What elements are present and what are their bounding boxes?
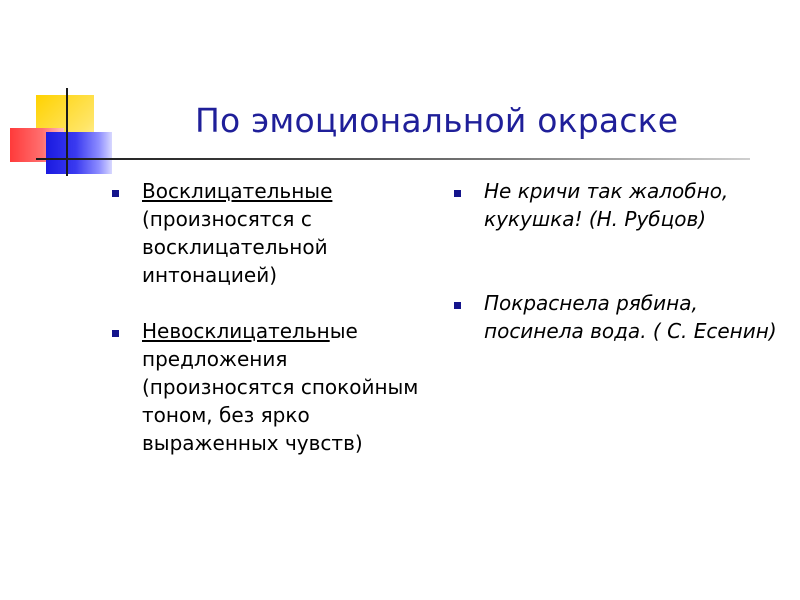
right-column — [454, 177, 784, 345]
term-rest: ые — [329, 319, 358, 343]
vertical-divider — [66, 88, 68, 176]
decorative-logo — [0, 0, 120, 190]
square-bullet-icon — [454, 190, 461, 197]
example-quote: Покраснела рябина, посинела вода. ( С. Есенин) — [484, 291, 777, 343]
term-description: предложения (произносятся спокойным тоном, без ярко выраженных чувств) — [142, 347, 419, 455]
term-description: (произносятся с восклицательной интонацией) — [142, 207, 328, 287]
square-bullet-icon — [112, 190, 119, 197]
slide-title: По эмоциональной окраске — [195, 101, 679, 140]
list-item-example-rubtsov — [454, 177, 784, 233]
list-item-non-exclamatory — [112, 317, 432, 457]
left-column — [112, 177, 432, 457]
example-quote: Не кричи так жалобно, кукушка! (Н. Рубцов) — [484, 179, 729, 231]
title-underline-divider — [36, 158, 750, 160]
square-bullet-icon — [112, 330, 119, 337]
list-item-example-esenin — [454, 289, 784, 345]
list-item-exclamatory — [112, 177, 432, 289]
term-underlined: Невосклицательн — [142, 319, 330, 343]
blue-rectangle-icon — [46, 132, 112, 174]
square-bullet-icon — [454, 302, 461, 309]
term-underlined: Восклицательные — [142, 179, 333, 203]
